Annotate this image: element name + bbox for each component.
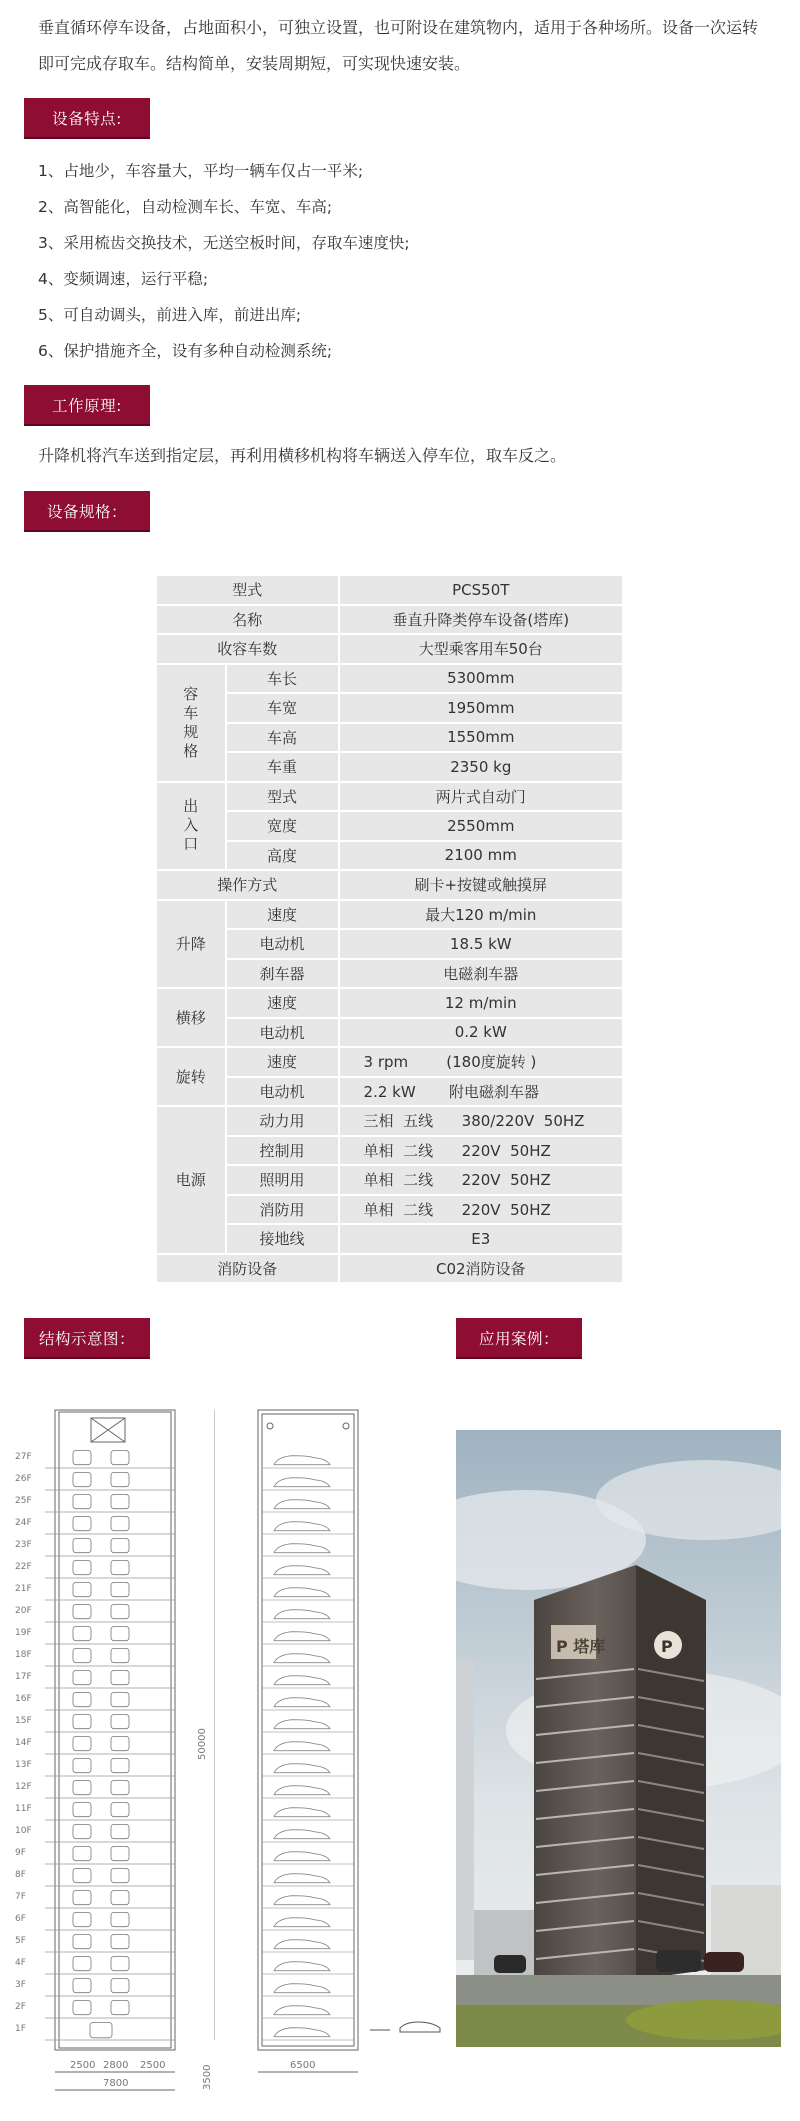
table-row <box>156 900 623 930</box>
spec-value: 1950mm <box>339 693 623 723</box>
floor-label: 3F <box>15 1980 26 1991</box>
floor-label: 26F <box>15 1474 32 1485</box>
floor-label: 21F <box>15 1584 32 1595</box>
floor-label: 27F <box>15 1452 32 1463</box>
side-car-icon <box>274 1742 330 1751</box>
parked-car-icon <box>111 2000 129 2014</box>
table-row <box>156 664 623 694</box>
parked-car-icon <box>111 1538 129 1552</box>
table-row <box>156 1047 623 1077</box>
parked-car-icon <box>111 1450 129 1464</box>
table-row <box>156 634 623 664</box>
parked-car-icon <box>73 1934 91 1948</box>
spec-label: 消防设备 <box>156 1254 339 1284</box>
parked-car-icon <box>73 1670 91 1684</box>
spec-value: 2350 kg <box>339 752 623 782</box>
table-row <box>156 752 623 782</box>
spec-label: 动力用 <box>226 1106 339 1136</box>
spec-label: 车重 <box>226 752 339 782</box>
spec-label: 消防用 <box>226 1195 339 1225</box>
parked-car-icon <box>111 1758 129 1772</box>
table-row <box>156 841 623 871</box>
table-row <box>156 1224 623 1254</box>
spec-value: 垂直升降类停车设备(塔库) <box>339 605 623 635</box>
spec-group-label: 容 车 规 格 <box>183 684 199 760</box>
spec-label: 高度 <box>226 841 339 871</box>
parked-car-icon <box>111 1890 129 1904</box>
dim-label: 6500 <box>290 2060 316 2071</box>
floor-label: 12F <box>15 1782 32 1793</box>
spec-label: 操作方式 <box>156 870 339 900</box>
spec-value: C02消防设备 <box>339 1254 623 1284</box>
spec-value: 12 m/min <box>339 988 623 1018</box>
spec-label: 车长 <box>226 664 339 694</box>
spec-value: 2.2 kW 附电磁刹车器 <box>339 1077 623 1107</box>
side-car-icon <box>274 2006 330 2015</box>
side-car-icon <box>274 1522 330 1531</box>
parked-car-icon <box>73 1560 91 1574</box>
table-row <box>156 782 623 812</box>
side-car-icon <box>274 1830 330 1839</box>
parked-car-icon <box>111 1560 129 1574</box>
parked-car-icon <box>73 1604 91 1618</box>
spec-value: 5300mm <box>339 664 623 694</box>
spec-value: 0.2 kW <box>339 1018 623 1048</box>
side-car-icon <box>274 1896 330 1905</box>
parked-car-icon <box>73 1582 91 1596</box>
parked-car-icon <box>73 2000 91 2014</box>
floor-label: 1F <box>15 2024 26 2035</box>
parked-car-icon <box>111 1736 129 1750</box>
parked-car-icon <box>73 1538 91 1552</box>
parked-car-icon <box>73 1824 91 1838</box>
side-car-icon <box>274 1874 330 1883</box>
parked-car-icon <box>73 1978 91 1992</box>
spec-label: 宽度 <box>226 811 339 841</box>
spec-group-door <box>156 782 226 871</box>
spec-group-lift: 升降 <box>156 900 226 989</box>
spec-label: 刹车器 <box>226 959 339 989</box>
parked-car-icon <box>73 1472 91 1486</box>
spec-group-car <box>156 664 226 782</box>
floor-label: 4F <box>15 1958 26 1969</box>
parked-car-icon <box>73 1626 91 1640</box>
parked-car-icon <box>111 1824 129 1838</box>
floor-label: 14F <box>15 1738 32 1749</box>
parked-car-icon <box>73 1692 91 1706</box>
spec-label: 照明用 <box>226 1165 339 1195</box>
parked-car-icon <box>111 1604 129 1618</box>
spec-label: 电动机 <box>226 1077 339 1107</box>
feature-list <box>38 153 410 369</box>
parked-car-icon <box>73 1758 91 1772</box>
table-row <box>156 1077 623 1107</box>
table-row <box>156 1136 623 1166</box>
table-row <box>156 870 623 900</box>
floor-label: 24F <box>15 1518 32 1529</box>
table-row <box>156 929 623 959</box>
table-row <box>156 575 623 605</box>
tower-photo-illustration <box>456 1430 781 2047</box>
floor-label: 15F <box>15 1716 32 1727</box>
floor-label: 7F <box>15 1892 26 1903</box>
spec-label: 电动机 <box>226 929 339 959</box>
parked-car-icon <box>111 1846 129 1860</box>
parked-car-icon <box>111 1494 129 1508</box>
principle-text: 升降机将汽车送到指定层，再利用横移机构将车辆送入停车位，取车反之。 <box>38 446 567 465</box>
parked-car-icon <box>111 1516 129 1530</box>
intro-text: 垂直循环停车设备，占地面积小，可独立设置，也可附设在建筑物内，适用于各种场所。设备一次运转即可完成存取车。结构简单，安装周期短，可实现快速安装。 <box>38 18 759 73</box>
dim-label: 7800 <box>103 2078 129 2089</box>
parked-car-icon <box>111 1978 129 1992</box>
dim-label: 3500 <box>202 2064 213 2090</box>
table-row <box>156 693 623 723</box>
table-row <box>156 1165 623 1195</box>
side-car-icon <box>274 1610 330 1619</box>
spec-group-traverse: 横移 <box>156 988 226 1047</box>
spec-label: 控制用 <box>226 1136 339 1166</box>
floor-label: 10F <box>15 1826 32 1837</box>
spec-value: 3 rpm (180度旋转 ) <box>339 1047 623 1077</box>
side-car-icon <box>274 2028 330 2037</box>
dim-label: 2500 <box>140 2060 166 2071</box>
feature-item-6: 6、保护措施齐全，设有多种自动检测系统; <box>38 342 333 360</box>
parked-car-icon <box>73 1846 91 1860</box>
spec-label: 速度 <box>226 1047 339 1077</box>
floor-label: 23F <box>15 1540 32 1551</box>
table-row <box>156 605 623 635</box>
parked-car-icon <box>73 1912 91 1926</box>
spec-label: 速度 <box>226 900 339 930</box>
floor-label: 16F <box>15 1694 32 1705</box>
parked-car-icon <box>111 1868 129 1882</box>
side-car-icon <box>274 1918 330 1927</box>
side-car-icon <box>274 1632 330 1641</box>
floor-label: 9F <box>15 1848 26 1859</box>
parked-car-icon <box>73 1868 91 1882</box>
floor-label: 22F <box>15 1562 32 1573</box>
section-principle-header: 工作原理: <box>24 385 150 426</box>
table-row <box>156 1195 623 1225</box>
table-row <box>156 1018 623 1048</box>
parked-car-icon <box>111 1692 129 1706</box>
side-car-icon <box>274 1588 330 1597</box>
spec-label: 电动机 <box>226 1018 339 1048</box>
section-features-header: 设备特点: <box>24 98 150 139</box>
parked-car-icon <box>73 1956 91 1970</box>
side-car-icon <box>274 1478 330 1487</box>
case-photo <box>456 1430 781 2047</box>
side-car-icon <box>274 1698 330 1707</box>
spec-value: 最大120 m/min <box>339 900 623 930</box>
floor-label: 5F <box>15 1936 26 1947</box>
table-row <box>156 723 623 753</box>
spec-label: 车高 <box>226 723 339 753</box>
entry-car-icon <box>90 2022 112 2037</box>
feature-item-2: 2、高智能化，自动检测车长、车宽、车高; <box>38 198 333 216</box>
spec-value: 两片式自动门 <box>339 782 623 812</box>
parked-car-icon <box>111 1472 129 1486</box>
parked-car-icon <box>111 1956 129 1970</box>
table-row <box>156 988 623 1018</box>
parked-car-icon <box>73 1736 91 1750</box>
section-cases-header: 应用案例： <box>456 1318 582 1359</box>
dim-label: 50000 <box>197 1728 208 1760</box>
dim-label: 2500 <box>70 2060 96 2071</box>
spec-label: 收容车数 <box>156 634 339 664</box>
structure-drawing-side <box>250 1400 450 2100</box>
feature-item-5: 5、可自动调头，前进入库，前进出库; <box>38 306 302 324</box>
side-car-icon <box>274 1852 330 1861</box>
parked-car-icon <box>73 1890 91 1904</box>
parked-car-icon <box>111 1780 129 1794</box>
side-car-icon <box>274 1940 330 1949</box>
tower-sign-right: P <box>661 1637 673 1656</box>
spec-value: 单相 二线 220V 50HZ <box>339 1136 623 1166</box>
table-row <box>156 1106 623 1136</box>
table-row <box>156 811 623 841</box>
parked-car-icon <box>111 1714 129 1728</box>
floor-label: 20F <box>15 1606 32 1617</box>
side-car-icon <box>274 1808 330 1817</box>
spec-label: 接地线 <box>226 1224 339 1254</box>
side-car-icon <box>274 1456 330 1465</box>
spec-label: 名称 <box>156 605 339 635</box>
spec-group-label: 出 入 口 <box>183 797 199 854</box>
floor-label: 11F <box>15 1804 32 1815</box>
parked-car-icon <box>111 1582 129 1596</box>
parked-car-icon <box>73 1714 91 1728</box>
spec-value: 1550mm <box>339 723 623 753</box>
spec-group-rotate: 旋转 <box>156 1047 226 1106</box>
table-row <box>156 1254 623 1284</box>
side-car-icon <box>274 1654 330 1663</box>
spec-value: E3 <box>339 1224 623 1254</box>
floor-label: 18F <box>15 1650 32 1661</box>
spec-value: 单相 二线 220V 50HZ <box>339 1165 623 1195</box>
floor-label: 19F <box>15 1628 32 1639</box>
tower-sign-left: P 塔库 <box>556 1637 606 1656</box>
spec-value: 18.5 kW <box>339 929 623 959</box>
table-row <box>156 959 623 989</box>
parked-car-icon <box>73 1494 91 1508</box>
spec-value: 单相 二线 220V 50HZ <box>339 1195 623 1225</box>
parked-car-icon <box>111 1934 129 1948</box>
spec-table <box>155 574 624 1284</box>
floor-label: 8F <box>15 1870 26 1881</box>
floor-label: 2F <box>15 2002 26 2013</box>
spec-value: 大型乘客用车50台 <box>339 634 623 664</box>
spec-value: PCS50T <box>339 575 623 605</box>
side-car-icon <box>274 1566 330 1575</box>
spec-value: 刷卡+按键或触摸屏 <box>339 870 623 900</box>
parked-car-icon <box>111 1670 129 1684</box>
side-car-icon <box>274 1764 330 1773</box>
spec-label: 速度 <box>226 988 339 1018</box>
structure-drawing-front <box>15 1400 215 2100</box>
side-car-icon <box>274 1786 330 1795</box>
parked-car-icon <box>73 1516 91 1530</box>
parked-car-icon <box>73 1780 91 1794</box>
feature-item-4: 4、变频调速，运行平稳; <box>38 270 209 288</box>
floor-label: 13F <box>15 1760 32 1771</box>
side-car-icon <box>274 1720 330 1729</box>
side-car-icon <box>274 1676 330 1685</box>
side-car-icon <box>274 1544 330 1553</box>
parked-car-icon <box>111 1912 129 1926</box>
parked-car-icon <box>111 1626 129 1640</box>
parked-car-icon <box>111 1802 129 1816</box>
spec-label: 型式 <box>226 782 339 812</box>
spec-value: 2550mm <box>339 811 623 841</box>
floor-label: 25F <box>15 1496 32 1507</box>
feature-item-1: 1、占地少，车容量大，平均一辆车仅占一平米; <box>38 162 364 180</box>
spec-label: 型式 <box>156 575 339 605</box>
spec-value: 电磁刹车器 <box>339 959 623 989</box>
dim-label: 2800 <box>103 2060 129 2071</box>
parked-car-icon <box>111 1648 129 1662</box>
feature-item-3: 3、采用梳齿交换技术，无送空板时间，存取车速度快; <box>38 234 410 252</box>
spec-value: 三相 五线 380/220V 50HZ <box>339 1106 623 1136</box>
side-car-icon <box>274 1500 330 1509</box>
spec-label: 车宽 <box>226 693 339 723</box>
parked-car-icon <box>73 1802 91 1816</box>
section-specs-header: 设备规格： <box>24 491 150 532</box>
parked-car-icon <box>73 1648 91 1662</box>
floor-label: 6F <box>15 1914 26 1925</box>
side-car-icon <box>274 1962 330 1971</box>
section-structure-header: 结构示意图： <box>24 1318 150 1359</box>
spec-value: 2100 mm <box>339 841 623 871</box>
spec-group-power: 电源 <box>156 1106 226 1254</box>
parked-car-icon <box>73 1450 91 1464</box>
side-car-icon <box>274 1984 330 1993</box>
floor-label: 17F <box>15 1672 32 1683</box>
